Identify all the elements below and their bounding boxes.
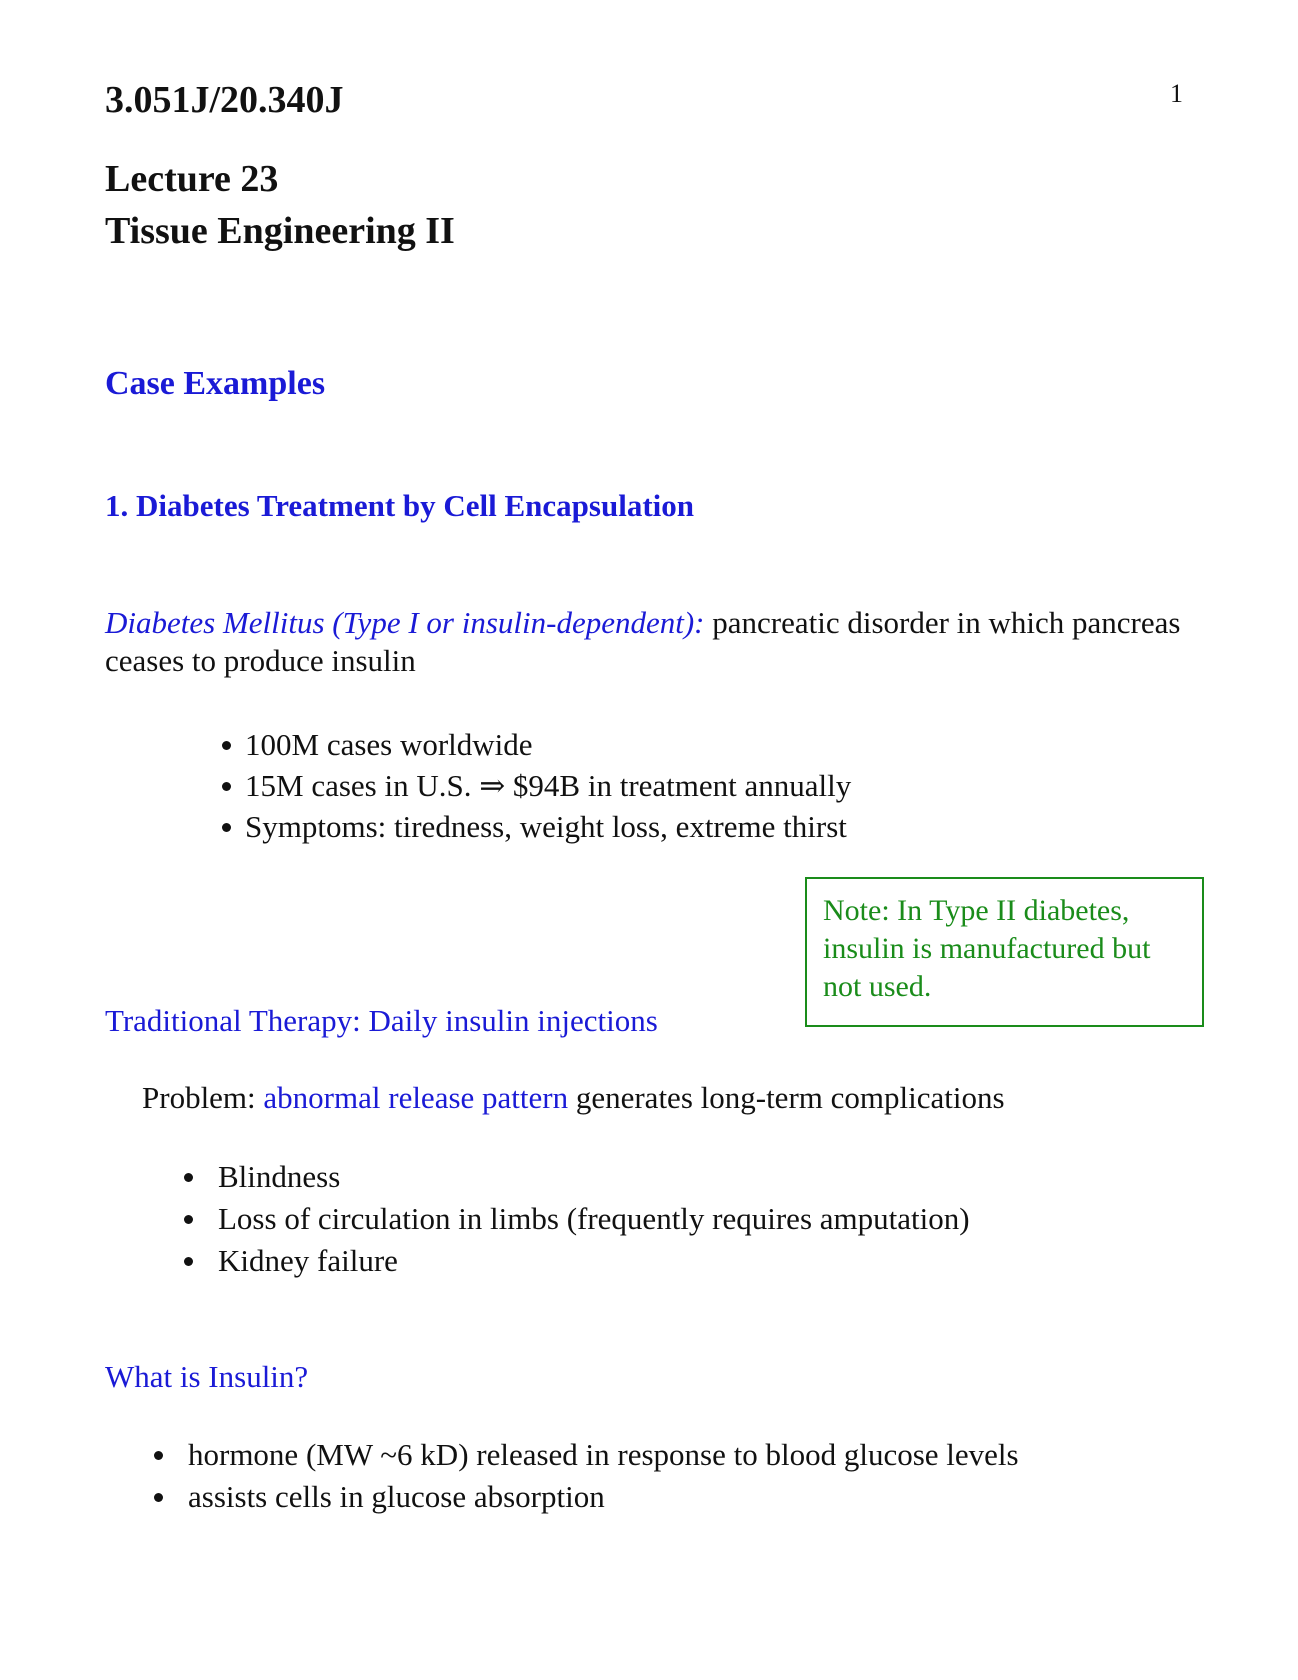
course-number: 3.051J/20.340J	[105, 79, 344, 121]
list-item-text: Symptoms: tiredness, weight loss, extreme thirst	[245, 809, 847, 844]
facts-list	[220, 724, 851, 847]
bullet-icon	[184, 1173, 193, 1182]
complications-list	[180, 1156, 970, 1282]
list-item-text: Kidney failure	[218, 1243, 398, 1278]
page-number: 1	[1170, 79, 1183, 108]
definition-paragraph	[105, 604, 1185, 680]
section-heading: 1. Diabetes Treatment by Cell Encapsulation	[105, 488, 695, 523]
definition-text: pancreatic disorder in which pancreas ceases to produce insulin	[105, 605, 1181, 678]
list-item	[180, 1240, 970, 1282]
list-item-text: assists cells in glucose absorption	[188, 1479, 605, 1514]
case-examples-heading: Case Examples	[105, 365, 326, 402]
list-item-text: 15M cases in U.S. ⇒ $94B in treatment annually	[245, 768, 852, 803]
list-item-text: hormone (MW ~6 kD) released in response to blood glucose levels	[188, 1437, 1019, 1472]
insulin-list	[150, 1434, 1019, 1518]
list-item	[150, 1476, 1019, 1518]
bullet-icon	[222, 823, 231, 832]
list-item-text: 100M cases worldwide	[245, 727, 533, 762]
problem-highlight: abnormal release pattern	[263, 1080, 569, 1115]
definition-term: Diabetes Mellitus (Type I or insulin-dependent):	[105, 605, 705, 640]
traditional-therapy-line	[105, 1002, 658, 1039]
insulin-heading: What is Insulin?	[105, 1359, 309, 1394]
bullet-icon	[154, 1493, 163, 1502]
bullet-icon	[184, 1257, 193, 1266]
list-item	[180, 1198, 970, 1240]
lecture-title-block	[105, 153, 455, 257]
bullet-icon	[154, 1451, 163, 1460]
list-item	[220, 806, 851, 847]
therapy-label: Traditional Therapy:	[105, 1003, 361, 1038]
therapy-value: Daily insulin injections	[360, 1003, 658, 1038]
list-item-text: Blindness	[218, 1159, 341, 1194]
lecture-title: Tissue Engineering II	[105, 210, 455, 252]
bullet-icon	[184, 1215, 193, 1224]
list-item	[220, 765, 851, 806]
list-item	[220, 724, 851, 765]
note-text: Note: In Type II diabetes, insulin is manufactured but not used.	[823, 894, 1151, 1003]
problem-label: Problem:	[142, 1080, 264, 1115]
bullet-icon	[222, 741, 231, 750]
list-item	[180, 1156, 970, 1198]
list-item	[150, 1434, 1019, 1476]
problem-rest: generates long-term complications	[568, 1080, 1005, 1115]
lecture-number: Lecture 23	[105, 158, 279, 200]
list-item-text: Loss of circulation in limbs (frequently requires amputation)	[218, 1201, 970, 1236]
type2-note-box	[805, 877, 1204, 1027]
problem-line	[142, 1079, 1005, 1116]
bullet-icon	[222, 782, 231, 791]
